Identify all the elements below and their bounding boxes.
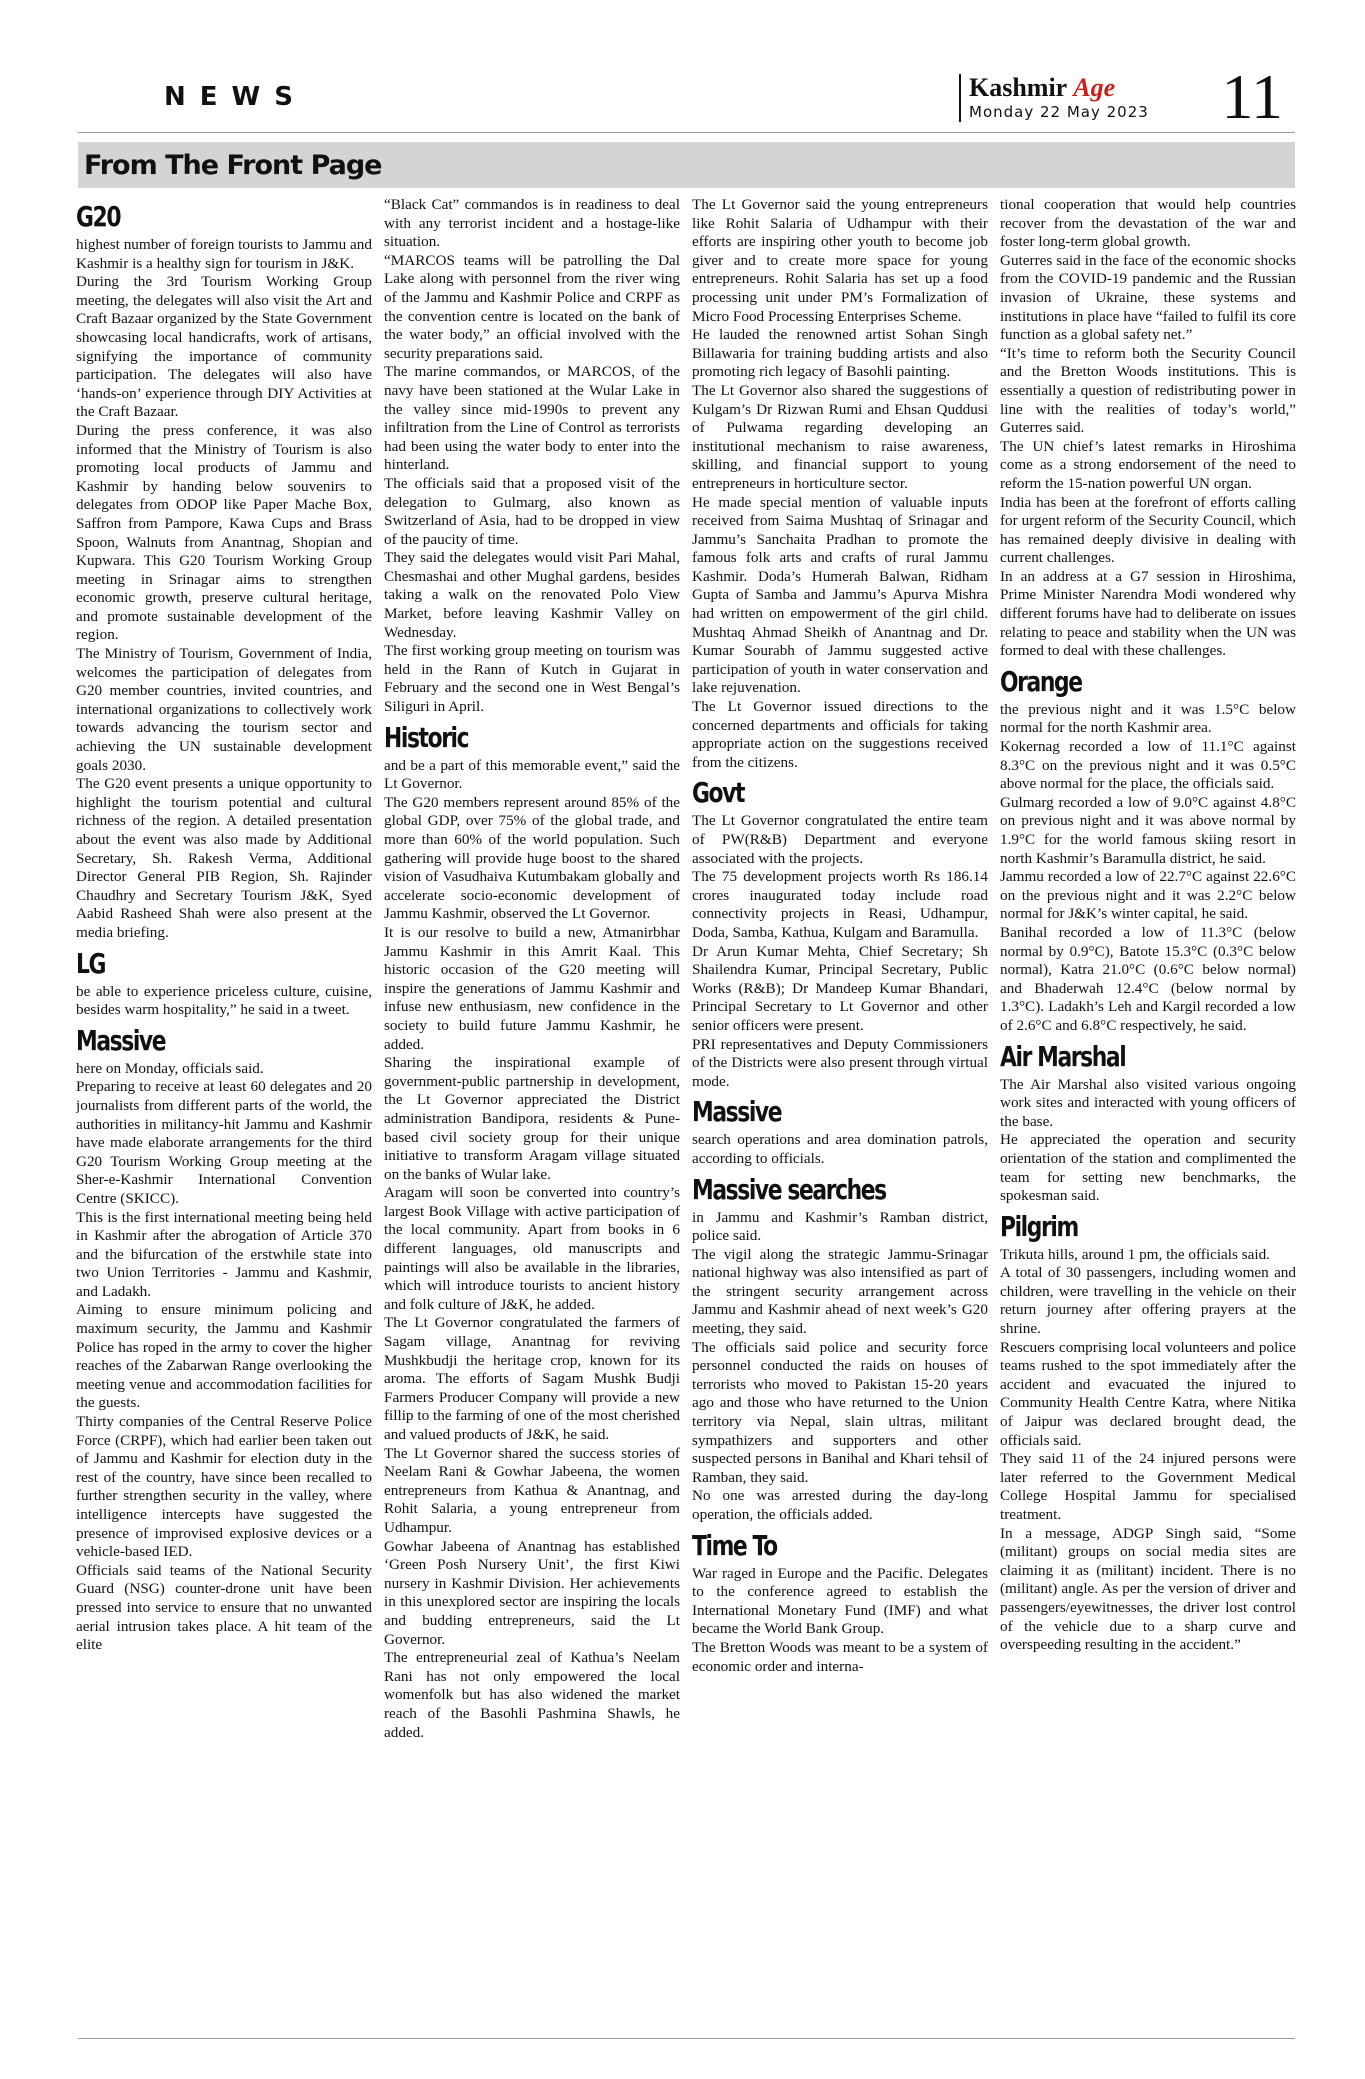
story-paragraph: During the press conference, it was also informed that the Ministry of Tourism is also promoting local products of Jammu and Kashmir by handing below souvenirs to delegates from ODOP like Paper Mache Box, Saffron from Pampore, Kawa Cups and Brass Spoon, Walnuts from Anantnag, Shopian and Kupwara. This G20 Tourism Working Group meeting in Srinagar aims to strengthen economic growth, preserve cultural heritage, and promote sustainable development of the region. [76,421,372,644]
section-title: From The Front Page [84,150,382,181]
story-paragraph: Guterres said in the face of the economic shocks from the COVID-19 pandemic and the Russian invasion of Ukraine, these systems and institutions in place have “failed to fulfil its core function as a global safety net.” [1000,251,1296,344]
issue-date: Monday 22 May 2023 [969,103,1149,121]
story-paragraph: It is our resolve to build a new, Atmanirbhar Jammu Kashmir in this Amrit Kaal. This historic occasion of the G20 meeting will inspire the generations of Jammu Kashmir and infuse new enthusiasm, new confidence in the society to build future Jammu Kashmir, he added. [384,923,680,1053]
story-paragraph: India has been at the forefront of efforts calling for urgent reform of the Security Council, which has remained deeply divisive in dealing with current challenges. [1000,493,1296,567]
column-3 [692,196,988,2032]
story-paragraph: The officials said that a proposed visit of the delegation to Gulmarg, also known as Switzerland of Asia, had to be dropped in view of the paucity of time. [384,474,680,548]
story-paragraph: The UN chief’s latest remarks in Hiroshima come as a strong endorsement of the need to reform the 15-nation powerful UN organ. [1000,437,1296,492]
story-paragraph: Officials said teams of the National Security Guard (NSG) counter-drone unit have been pressed into service to ensure that no unwanted aerial intrusion takes place. A hit team of the elite [76,1561,372,1654]
story-paragraph: be able to experience priceless culture, cuisine, besides warm hospitality,” he said in a tweet. [76,982,372,1019]
story-paragraph: Thirty companies of the Central Reserve Police Force (CRPF), which had earlier been taken out of Jammu and Kashmir for election duty in the rest of the country, have since been recalled to further strengthen security in the valley, where intelligence intercepts have suggested the presence of improvised explosive devices or a vehicle-based IED. [76,1413,372,1561]
story-paragraph: “It’s time to reform both the Security Council and the Bretton Woods institutions. This is essentially a question of redistributing power in line with the realities of today’s world,” Guterres said. [1000,344,1296,437]
story-paragraph: They said 11 of the 24 injured persons were later referred to the Government Medical College Hospital Jammu for specialised treatment. [1000,1450,1296,1523]
story-headline: Historic [384,720,469,754]
footer-divider [78,2038,1295,2039]
story-paragraph: and be a part of this memorable event,” said the Lt Governor. [384,756,680,793]
story-headline: Pilgrim [1000,1209,1078,1243]
story-paragraph: Gulmarg recorded a low of 9.0°C against 4.8°C on previous night and it was above normal by 1.9°C for the world famous skiing resort in north Kashmir’s Baramulla district, he said. [1000,793,1296,867]
story-headline: Massive [692,1095,782,1129]
story-paragraph: He appreciated the operation and security orientation of the station and complimented the team for setting new benchmarks, the spokesman said. [1000,1131,1296,1205]
story-paragraph: He lauded the renowned artist Sohan Singh Billawaria for training budding artists and also promoting rich legacy of Basohli painting. [692,326,988,381]
story-paragraph: Sharing the inspirational example of government-public partnership in development, the Lt Governor appreciated the District administration Bandipora, residents & Pune-based civil society group for their unique initiative to transform Aragam village situated on the banks of Wular lake. [384,1054,680,1183]
page-number: 11 [1221,61,1283,132]
story-headline: Time To [692,1528,777,1562]
story-paragraph: During the 3rd Tourism Working Group meeting, the delegates will also visit the Art and Craft Bazaar organized by the State Government showcasing local handicrafts, work of artisans, signifying the importance of community participation. The delegates will also have ‘hands-on’ experience through DIY Activities at the Craft Bazaar. [76,273,372,421]
story-paragraph: The vigil along the strategic Jammu-Srinagar national highway was also intensified as part of the stringent security arrangement across Jammu and Kashmir ahead of next week’s G20 meeting, they said. [692,1245,988,1338]
story-paragraph: The 75 development projects worth Rs 186.14 crores inaugurated today include road connectivity projects in Reasi, Udhampur, Doda, Samba, Kathua, Kulgam and Baramulla. [692,868,988,941]
section-bar [78,142,1295,188]
story-paragraph: The Lt Governor congratulated the farmers of Sagam village, Anantnag for reviving Mushkbudji the heritage crop, known for its aroma. The efforts of Sagam Mushk Budji Farmers Producer Company will provide a new fillip to the farming of one of the most cherished and valued products of J&K, he said. [384,1314,680,1443]
header-divider [78,132,1295,133]
story-headline: Govt [692,776,744,810]
story-paragraph: Trikuta hills, around 1 pm, the officials said. [1000,1245,1270,1263]
story-paragraph: The Lt Governor also shared the suggestions of Kulgam’s Dr Rizwan Rumi and Ehsan Quddusi of Pulwama regarding developing an institutional mechanism to raise awareness, skilling, and financial support to young entrepreneurs in horticulture sector. [692,381,988,492]
story-headline: LG [76,946,106,980]
brand-logo [969,74,1204,102]
story-paragraph: Dr Arun Kumar Mehta, Chief Secretary; Sh Shailendra Kumar, Principal Secretary, Public Works (R&B); Dr Mandeep Kumar Bhandari, Principal Secretary to Lt Governor and other senior officers were present. [692,942,988,1034]
story-paragraph: Aiming to ensure minimum policing and maximum security, the Jammu and Kashmir Police has roped in the army to cover the higher reaches of the Zabarwan Range overlooking the meeting venue and accommodation facilities for the guests. [76,1301,372,1412]
story-paragraph: They said the delegates would visit Pari Mahal, Chesmashai and other Mughal gardens, besides taking a walk on the renovated Polo View Market, before leaving Kashmir Valley on Wednesday. [384,549,680,641]
story-headline: Massive searches [692,1172,886,1206]
story-paragraph: Aragam will soon be converted into country’s largest Book Village with active participation of the local community. Apart from books in 6 different languages, old manuscripts and paintings will also be available in the libraries, which will introduce tourists to ancient history and folk culture of J&K, he added. [384,1184,680,1313]
newspaper-brand [959,74,1204,122]
masthead [78,61,1295,132]
brand-first: Kashmir [969,73,1067,102]
story-paragraph: The Lt Governor shared the success stories of Neelam Rani & Gowhar Jabeena, the women entrepreneurs from Kathua & Anantnag, and Rohit Salaria, a young entrepreneur from Udhampur. [384,1444,680,1536]
article-columns [76,196,1298,2032]
story-paragraph: No one was arrested during the day-long operation, the officials added. [692,1487,988,1523]
story-paragraph: In an address at a G7 session in Hiroshima, Prime Minister Narendra Modi wondered why different forums have had to deliberate on issues relating to peace and stability when the UN was formed to deal with these challenges. [1000,567,1296,660]
story-paragraph: The Bretton Woods was meant to be a system of economic order and interna- [692,1638,988,1675]
story-paragraph: War raged in Europe and the Pacific. Delegates to the conference agreed to establish the International Monetary Fund (IMF) and what became the World Bank Group. [692,1564,988,1638]
story-paragraph: search operations and area domination patrols, according to officials. [692,1131,988,1167]
story-paragraph: here on Monday, officials said. [76,1059,264,1077]
column-1 [76,196,372,2032]
story-paragraph: the previous night and it was 1.5°C below normal for the north Kashmir area. [1000,700,1296,737]
story-paragraph: In a message, ADGP Singh said, “Some (militant) groups on social media sites are claiming it as (militant) incident. There is no (militant) angle. As per the version of driver and passengers/eyewitnesses, the driver lost control of the vehicle due to a sharp curve and overspeeding resulting in the accident.” [1000,1524,1296,1654]
story-headline: G20 [76,200,121,233]
story-paragraph: The Lt Governor issued directions to the concerned departments and officials for taking appropriate action on the suggestions received from the citizens. [692,698,988,771]
story-paragraph: “Black Cat” commandos is in readiness to deal with any terrorist incident and a hostage-like situation. [384,196,680,251]
story-paragraph: The first working group meeting on tourism was held in the Rann of Kutch in Gujarat in February and the second one in West Bengal’s Siliguri in April. [384,642,680,716]
story-paragraph: Preparing to receive at least 60 delegates and 20 journalists from different parts of the world, the authorities in militancy-hit Jammu and Kashmir have made elaborate arrangements for the third G20 Tourism Working Group meeting at the Sher-e-Kashmir International Convention Centre (SKICC). [76,1078,372,1207]
story-paragraph: Rescuers comprising local volunteers and police teams rushed to the spot immediately after the accident and evacuated the injured to Community Health Centre Katra, where Nitika of Jaipur was declared brought dead, the officials said. [1000,1338,1296,1449]
story-paragraph: The G20 event presents a unique opportunity to highlight the tourism potential and cultural richness of the region. A detailed presentation about the event was also made by Additional Secretary, Sh. Rakesh Verma, Additional Director General PIB Region, Sh. Rajinder Chaudhry and Secretary Tourism J&K, Syed Aabid Rasheed Shah were also present at the media briefing. [76,775,372,941]
section-label: NEWS [164,82,307,112]
story-paragraph: Jammu recorded a low of 22.7°C against 22.6°C on the previous night and it was 2.2°C below normal for J&K’s winter capital, he said. [1000,868,1296,923]
story-paragraph: The officials said police and security force personnel conducted the raids on houses of terrorists who moved to Pakistan 15-20 years ago and those who have returned to the Union territory via Nepal, slain ultras, militant sympathizers and supporters and other suspected persons in Banihal and Khari tehsil of Ramban, they said. [692,1338,988,1486]
story-paragraph: PRI representatives and Deputy Commissioners of the Districts were also present through virtual mode. [692,1035,988,1090]
story-paragraph: tional cooperation that would help countries recover from the devastation of the war and foster long-term global growth. [1000,196,1296,251]
story-paragraph: highest number of foreign tourists to Jammu and Kashmir is a healthy sign for tourism in J&K. [76,236,372,272]
story-headline: Orange [1000,664,1082,698]
story-paragraph: Banihal recorded a low of 11.3°C (below normal by 0.9°C), Batote 15.3°C (0.3°C below normal), Katra 21.0°C (0.6°C below normal) and Bhaderwah 12.4°C (below normal by 1.3°C). Ladakh’s Leh and Kargil recorded a low of 2.6°C and 6.8°C respectively, he said. [1000,923,1296,1034]
story-paragraph: The Air Marshal also visited various ongoing work sites and interacted with young officers of the base. [1000,1075,1296,1130]
column-4 [1000,196,1296,2032]
story-paragraph: “MARCOS teams will be patrolling the Dal Lake along with personnel from the river wing of the Jammu and Kashmir Police and CRPF as the convention centre is located on the bank of the water body,” an official involved with the security preparations said. [384,251,680,362]
story-paragraph: A total of 30 passengers, including women and children, were travelling in the vehicle on their return journey after offering prayers at the shrine. [1000,1264,1296,1338]
column-2 [384,196,680,2032]
story-paragraph: The G20 members represent around 85% of the global GDP, over 75% of the global trade, and more than 60% of the world population. Such gathering will provide huge boost to the shared vision of Vasudhaiva Kutumbakam globally and accelerate socio-economic development of Jammu Kashmir, observed the Lt Governor. [384,793,680,923]
story-paragraph: The Lt Governor congratulated the entire team of PW(R&B) Department and everyone associated with the projects. [692,812,988,867]
story-paragraph: Gowhar Jabeena of Anantnag has established ‘Green Posh Nursery Unit’, the first Kiwi nursery in Kashmir Division. Her achievements in this unexplored sector are inspiring the locals and budding entrepreneurs, said the Lt Governor. [384,1537,680,1648]
story-headline: Massive [76,1023,166,1057]
story-paragraph: The Ministry of Tourism, Government of India, welcomes the participation of delegates from G20 member countries, invited countries, and international organizations to collectively work towards advancing the tourism sector and achieving the UN sustainable development goals 2030. [76,645,372,774]
story-paragraph: The marine commandos, or MARCOS, of the navy have been stationed at the Wular Lake in the valley since mid-1990s to prevent any infiltration from the Line of Control as terrorists had been using the water body to enter into the hinterland. [384,363,680,474]
story-paragraph: Kokernag recorded a low of 11.1°C against 8.3°C on the previous night and it was 0.5°C above normal for the place, the officials said. [1000,738,1296,793]
story-paragraph: in Jammu and Kashmir’s Ramban district, police said. [692,1208,988,1245]
brand-second: Age [1073,73,1116,102]
story-paragraph: This is the first international meeting being held in Kashmir after the abrogation of Article 370 and the bifurcation of the erstwhile state into two Union Territories - Jammu and Kashmir, and Ladakh. [76,1208,372,1300]
story-paragraph: The Lt Governor said the young entrepreneurs like Rohit Salaria of Udhampur with their efforts are inspiring other youth to become job giver and to create more space for young entrepreneurs. Rohit Salaria has set up a food processing unit under PM’s Formalization of Micro Food Processing Enterprises Scheme. [692,196,988,325]
story-headline: Air Marshal [1000,1039,1126,1073]
story-paragraph: The entrepreneurial zeal of Kathua’s Neelam Rani has not only empowered the local womenfolk but has also widened the market reach of the Basohli Pashmina Shawls, he added. [384,1649,680,1741]
story-paragraph: He made special mention of valuable inputs received from Saima Mushtaq of Srinagar and Jammu’s Sanchaita Pradhan to promote the famous folk arts and crafts of rural Jammu Kashmir. Doda’s Humerah Balwan, Ridham Gupta of Samba and Jammu’s Apurva Mishra had written on empowerment of the girl child. Mushtaq Ahmad Sheikh of Anantnag and Dr. Kumar Sourabh of Jammu suggested active participation of youth in water conservation and lake rejuvenation. [692,493,988,697]
